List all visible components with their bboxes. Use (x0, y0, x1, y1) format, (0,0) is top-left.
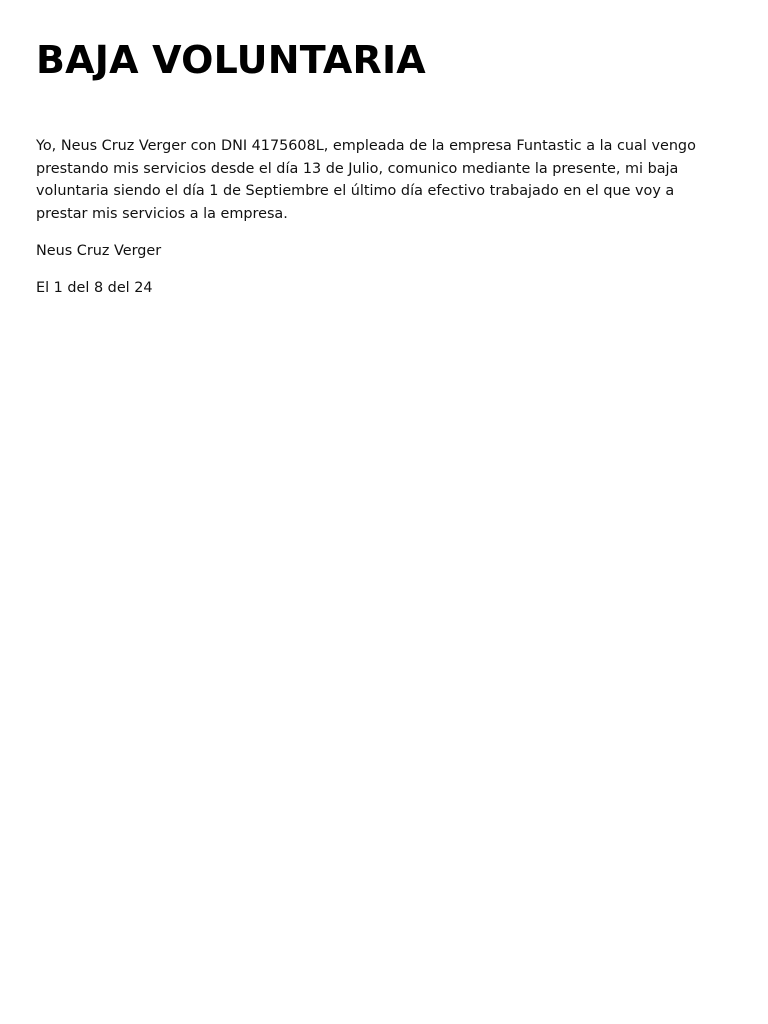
signature-name: Neus Cruz Verger (36, 243, 162, 259)
document-date: El 1 del 8 del 24 (36, 279, 153, 296)
resignation-paragraph: Yo, Neus Cruz Verger con DNI 4175608L, empleada de la empresa Funtastic a la cual vengo prestando mis servicios desde el día 13 de Julio, comunico mediante la presente, mi baja voluntaria siendo el día 1 de Septiembre el último día efectivo trabajado en el que voy a prestar mis servicios a la empresa. (36, 138, 696, 222)
document-title: BAJA VOLUNTARIA (36, 38, 426, 82)
